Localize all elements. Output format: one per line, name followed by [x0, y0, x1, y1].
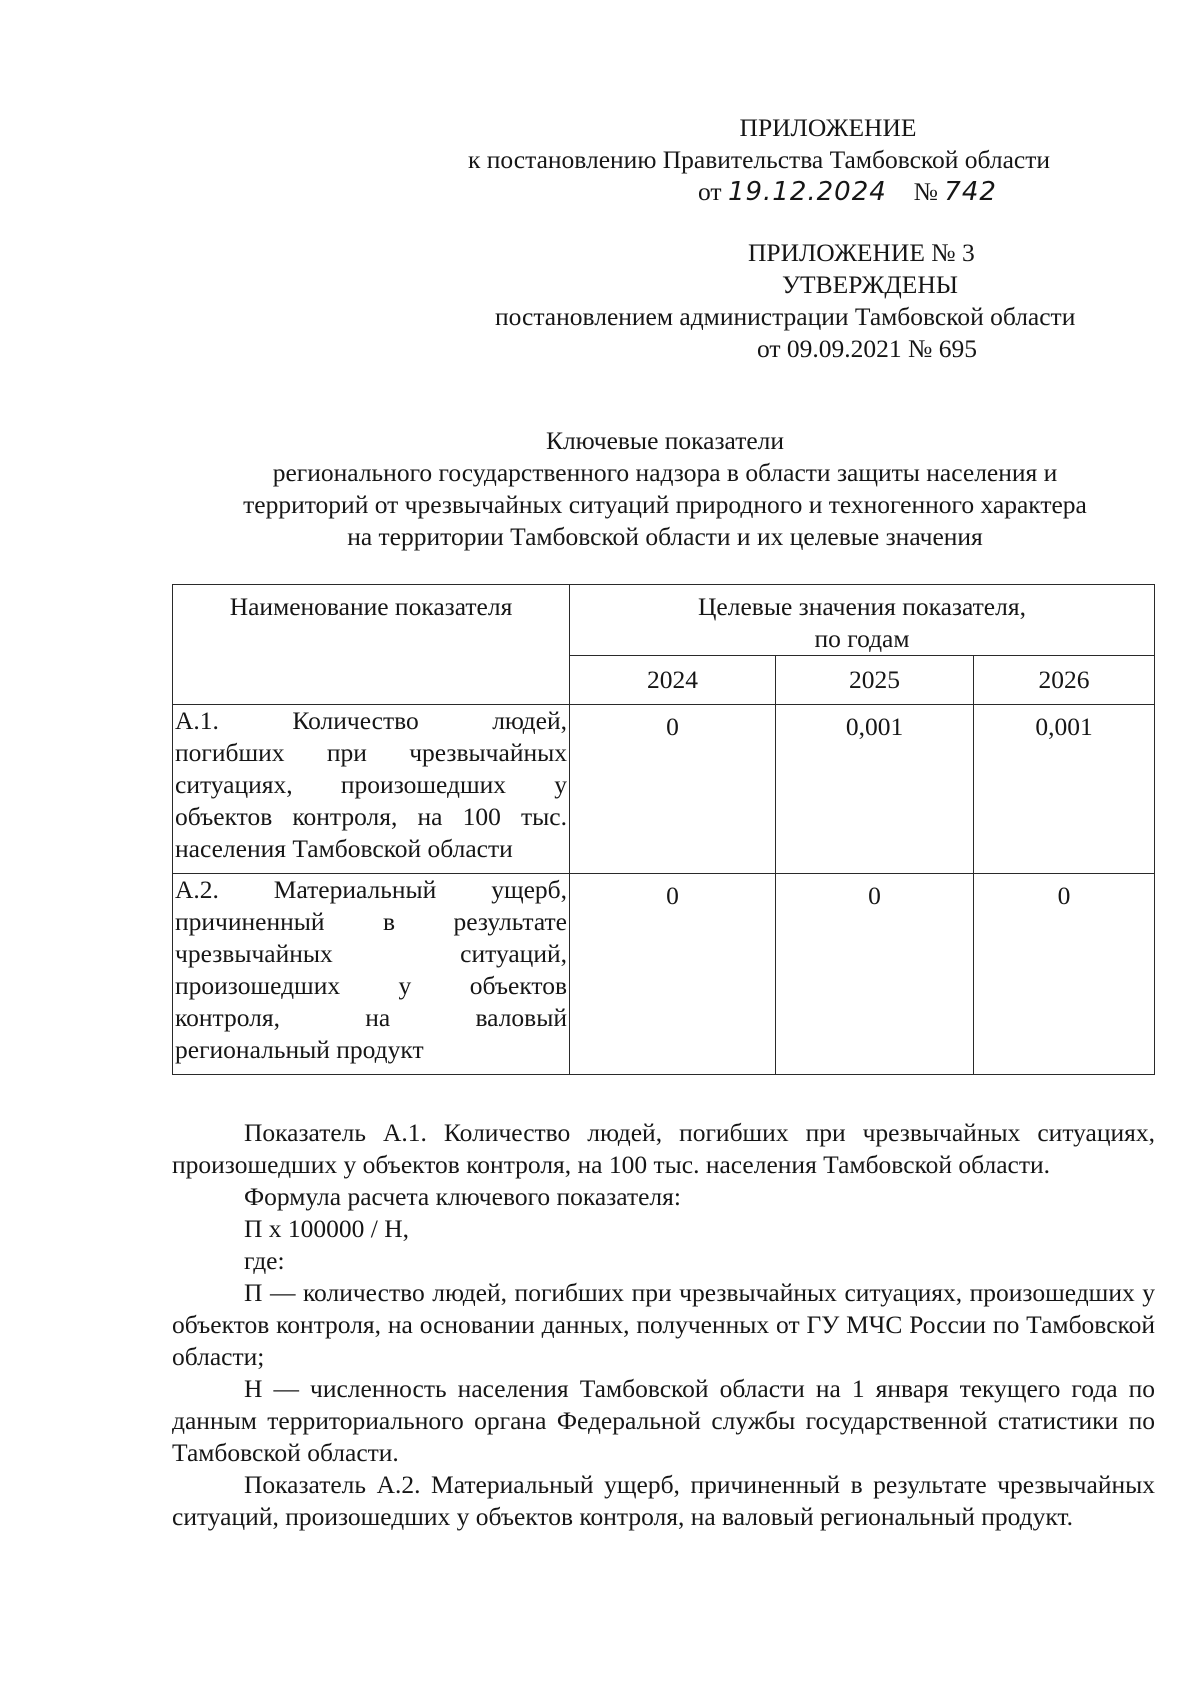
where-label: где: — [244, 1246, 285, 1275]
indicator-name-line: погибших при чрезвычайных — [175, 738, 567, 767]
target-value-cell: 0 — [570, 705, 776, 874]
approved-label: УТВЕРЖДЕНЫ — [782, 270, 958, 299]
document-body — [172, 1117, 1155, 1533]
resolution-date-line — [468, 176, 1188, 208]
number-sign: № — [913, 177, 938, 206]
table-row — [173, 874, 1155, 1075]
values-header-line-2: по годам — [814, 624, 910, 653]
date-prefix: от — [698, 177, 722, 206]
indicator-name-line: населения Тамбовской области — [175, 834, 513, 863]
approval-header — [495, 237, 1175, 365]
approved-by-line: постановлением администрации Тамбовской области — [495, 302, 1076, 331]
target-value-cell: 0 — [570, 874, 776, 1075]
indicators-table — [172, 584, 1155, 1075]
appendix-title: ПРИЛОЖЕНИЕ — [739, 113, 917, 142]
appendix-header — [468, 112, 1188, 208]
to-resolution-line: к постановлению Правительства Тамбовской области — [468, 145, 1051, 174]
indicator-name-line: причиненный в результате — [175, 907, 567, 936]
title-line-1: Ключевые показатели — [545, 426, 785, 455]
definition-n: Н — численность населения Тамбовской области на 1 января текущего года по данным территориального органа Федеральной службы государственной статистики по Тамбовской области. — [172, 1374, 1155, 1467]
handwritten-date: 19.12.2024 — [727, 177, 887, 207]
formula-caption: Формула расчета ключевого показателя: — [244, 1182, 681, 1211]
values-column-header — [570, 585, 1155, 656]
name-column-header — [173, 585, 570, 705]
title-line-4: на территории Тамбовской области и их целевые значения — [347, 522, 983, 551]
indicator-name-line: чрезвычайных ситуаций, — [175, 939, 567, 968]
indicator-name-line: контроля, на валовый — [175, 1003, 567, 1032]
title-line-3: территорий от чрезвычайных ситуаций природного и техногенного характера — [243, 490, 1087, 519]
year-header: 2025 — [776, 656, 974, 705]
target-value-cell: 0 — [974, 874, 1155, 1075]
approved-date-number: от 09.09.2021 № 695 — [757, 334, 978, 363]
formula: П х 100000 / Н, — [244, 1214, 410, 1243]
indicator-name-line: ситуациях, произошедших у — [175, 770, 567, 799]
year-header: 2024 — [570, 656, 776, 705]
indicator-a2-paragraph: Показатель А.2. Материальный ущерб, причиненный в результате чрезвычайных ситуаций, произошедших у объектов контроля, на валовый региональный продукт. — [172, 1470, 1155, 1531]
indicator-name-line: региональный продукт — [175, 1035, 424, 1064]
target-value-cell: 0,001 — [974, 705, 1155, 874]
target-value-cell: 0,001 — [776, 705, 974, 874]
appendix-3-title: ПРИЛОЖЕНИЕ № 3 — [748, 238, 975, 267]
handwritten-number: 742 — [944, 177, 997, 207]
definition-p: П — количество людей, погибших при чрезвычайных ситуациях, произошедших у объектов контроля, на основании данных, полученных от ГУ МЧС России по Тамбовской области; — [172, 1278, 1155, 1371]
indicator-a1-paragraph: Показатель А.1. Количество людей, погибших при чрезвычайных ситуациях, произошедших у объектов контроля, на 100 тыс. населения Тамбовской области. — [172, 1118, 1155, 1179]
indicator-name-cell — [173, 705, 570, 874]
table-row — [173, 705, 1155, 874]
indicator-name-line: А.2. Материальный ущерб, — [175, 875, 567, 904]
target-value-cell: 0 — [776, 874, 974, 1075]
year-header: 2026 — [974, 656, 1155, 705]
name-header-text: Наименование показателя — [229, 592, 513, 621]
indicator-name-cell — [173, 874, 570, 1075]
document-title — [170, 425, 1160, 553]
indicator-name-line: А.1. Количество людей, — [175, 706, 567, 735]
values-header-line-1: Целевые значения показателя, — [698, 592, 1026, 621]
title-line-2: регионального государственного надзора в области защиты населения и — [272, 458, 1058, 487]
indicator-name-line: произошедших у объектов — [175, 971, 567, 1000]
indicator-name-line: объектов контроля, на 100 тыс. — [175, 802, 567, 831]
